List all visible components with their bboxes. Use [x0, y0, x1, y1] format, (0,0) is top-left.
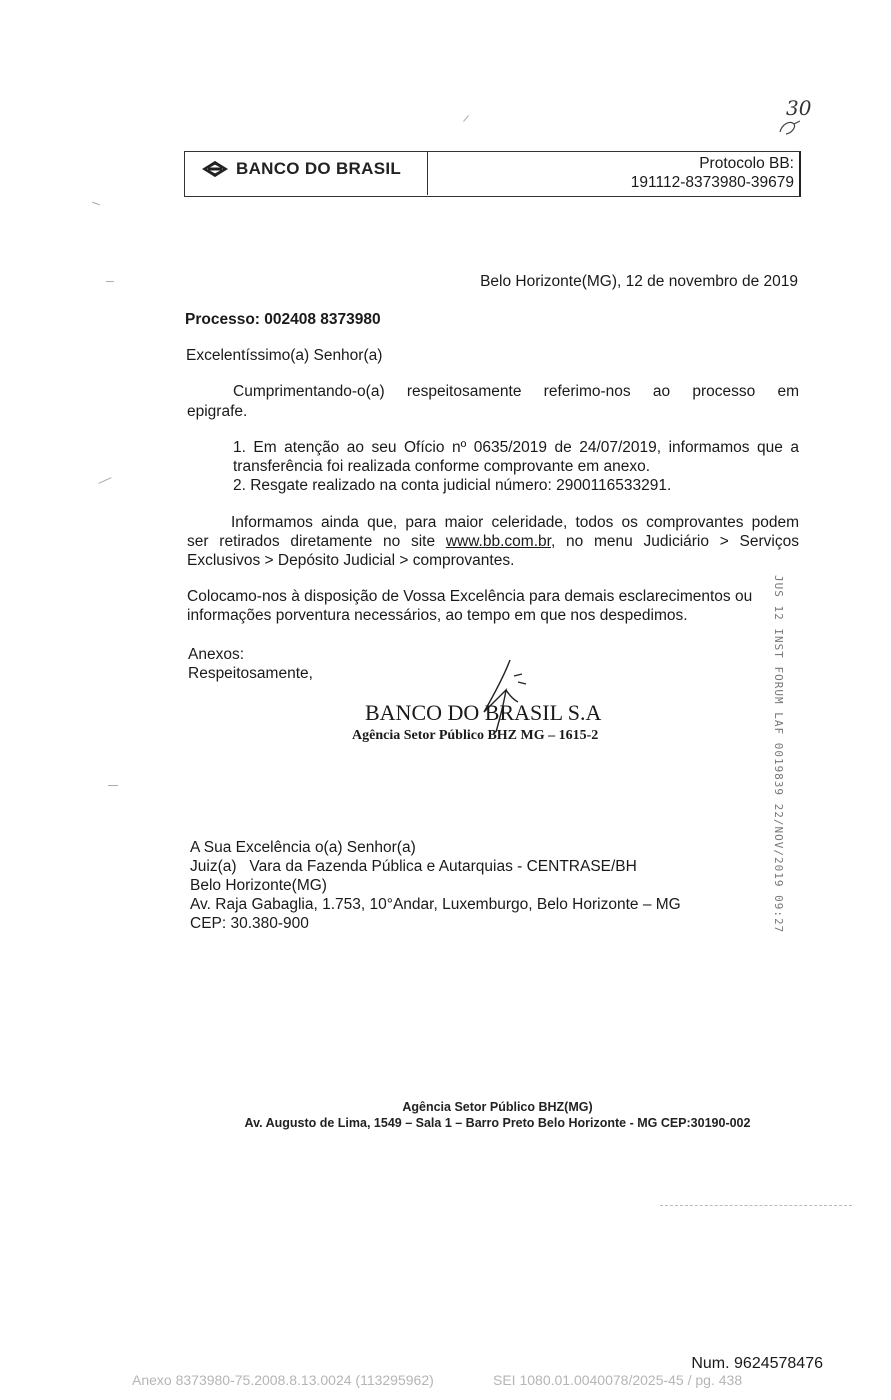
recipient-line-5: CEP: 30.380-900 [190, 915, 309, 932]
intro-line-2: epigrafe. [187, 403, 248, 420]
signature-org: BANCO DO BRASIL S.A [365, 700, 602, 725]
scan-mark-top [463, 115, 469, 122]
letterhead-divider [427, 151, 428, 195]
protocol-block [631, 154, 794, 192]
recipient-line-2: Juiz(a) Vara da Fazenda Pública e Autarquias - CENTRASE/BH [190, 858, 637, 875]
document-number: Num. 9624578476 [691, 1355, 823, 1372]
scan-mark-line [660, 1205, 852, 1206]
info-line-2-pre: ser retirados diretamente no site [187, 533, 446, 550]
protocol-number: 191112-8373980-39679 [630, 174, 794, 191]
recipient-line-4: Av. Raja Gabaglia, 1.753, 10°Andar, Luxemburgo, Belo Horizonte – MG [190, 896, 681, 913]
item-2: 2. Resgate realizado na conta judicial número: 2900116533291. [233, 477, 672, 494]
bank-logo-icon [200, 159, 230, 179]
recipient-line-3: Belo Horizonte(MG) [190, 877, 327, 894]
handwritten-page-mark: 30 [786, 96, 812, 120]
process-number: Processo: 002408 8373980 [185, 311, 381, 328]
bank-logo-text: BANCO DO BRASIL [236, 159, 402, 178]
closing-line-2: informações porventura necessários, ao tempo em que nos despedimos. [187, 607, 688, 624]
place-date: Belo Horizonte(MG), 12 de novembro de 2019 [480, 273, 798, 290]
info-line-2 [187, 532, 799, 551]
footer-agency: Agência Setor Público BHZ(MG) [402, 1100, 593, 1114]
bb-site-link[interactable]: www.bb.com.br [445, 533, 551, 550]
recipient-line-1: A Sua Excelência o(a) Senhor(a) [190, 839, 416, 856]
signature-agency: Agência Setor Público BHZ MG – 1615-2 [352, 728, 599, 743]
closing-line-1: Colocamo-nos à disposição de Vossa Excelência para demais esclarecimentos ou [187, 588, 753, 605]
item-1-line-1: 1. Em atenção ao seu Ofício nº 0635/2019 de 24/07/2019, informamos que a [233, 439, 799, 456]
regards: Respeitosamente, [188, 665, 313, 682]
item-1-line-2: transferência foi realizada conforme comprovante em anexo. [233, 458, 650, 475]
annex-reference: Anexo 8373980-75.2008.8.13.0024 (113295962) [132, 1372, 434, 1388]
scan-mark-left [106, 281, 114, 282]
scan-mark-left [92, 202, 100, 206]
handwritten-scribble [776, 118, 804, 138]
info-line-3: Exclusivos > Depósito Judicial > comprovantes. [187, 552, 515, 569]
received-stamp: JUS 12 INST FORUM LAF 0019839 22/NOV/2019 09:27 [772, 575, 785, 934]
attachments-label: Anexos: [188, 646, 245, 663]
scan-mark-left [108, 785, 118, 786]
salutation: Excelentíssimo(a) Senhor(a) [186, 347, 383, 364]
intro-line-1: Cumprimentando-o(a) respeitosamente referimo-nos ao processo em [233, 383, 799, 400]
info-line-2-post: , no menu Judiciário > Serviços [550, 533, 799, 550]
sei-reference: SEI 1080.01.0040078/2025-45 / pg. 438 [493, 1372, 743, 1388]
scan-mark-left [98, 477, 111, 484]
bank-logo [200, 159, 401, 179]
protocol-label: Protocolo BB: [699, 155, 794, 172]
footer-address: Av. Augusto de Lima, 1549 – Sala 1 – Barro Preto Belo Horizonte - MG CEP:30190-002 [244, 1116, 751, 1130]
info-line-1: Informamos ainda que, para maior celeridade, todos os comprovantes podem [231, 514, 799, 531]
